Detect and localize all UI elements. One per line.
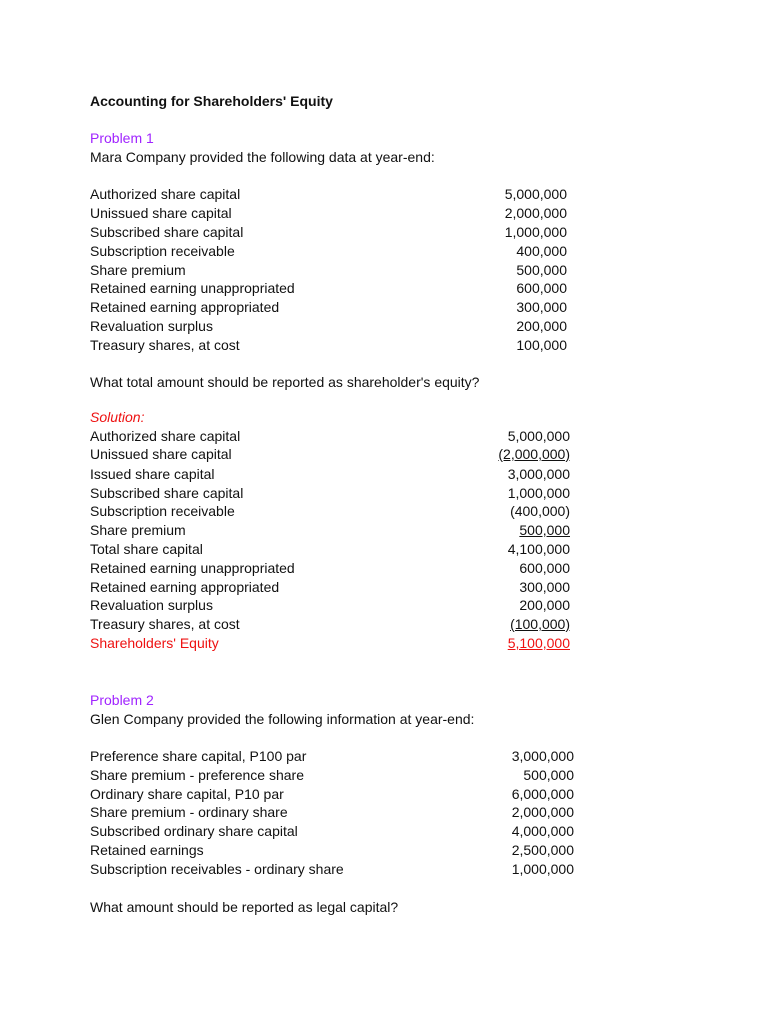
problem-1-row <box>90 317 590 336</box>
row-label: Issued share capital <box>90 466 215 482</box>
row-amount: 2,000,000 <box>511 804 574 820</box>
row-label: Subscribed share capital <box>90 224 244 240</box>
row-label: Share premium - ordinary share <box>90 804 288 820</box>
problem-1-row <box>90 279 590 298</box>
solution-row <box>90 502 590 521</box>
row-amount: 200,000 <box>519 597 570 613</box>
row-amount: 300,000 <box>519 579 570 595</box>
row-amount: 500,000 <box>523 767 574 783</box>
problem-1-row <box>90 223 590 242</box>
row-amount: 5,000,000 <box>507 428 570 444</box>
row-amount: 5,100,000 <box>507 635 570 651</box>
solution-label: Solution: <box>90 409 145 425</box>
row-label: Preference share capital, P100 par <box>90 748 307 764</box>
solution-row <box>90 615 590 634</box>
problem-1-row <box>90 336 590 355</box>
row-label: Retained earning appropriated <box>90 579 280 595</box>
row-amount: 3,000,000 <box>511 748 574 764</box>
row-amount: (400,000) <box>510 503 570 519</box>
row-label: Subscription receivable <box>90 503 235 519</box>
row-amount: 600,000 <box>516 280 567 296</box>
solution-row <box>90 559 590 578</box>
row-amount: 500,000 <box>516 262 567 278</box>
shareholders-equity-total-row <box>90 634 590 653</box>
problem-1-row <box>90 261 590 280</box>
row-label: Subscription receivables - ordinary share <box>90 861 344 877</box>
row-amount: 2,500,000 <box>511 842 574 858</box>
row-label: Treasury shares, at cost <box>90 337 240 353</box>
row-label: Total share capital <box>90 541 203 557</box>
row-amount: 600,000 <box>519 560 570 576</box>
row-label: Authorized share capital <box>90 428 241 444</box>
row-amount: 4,100,000 <box>507 541 570 557</box>
problem-2-row <box>90 747 590 766</box>
row-label: Share premium - preference share <box>90 767 304 783</box>
row-label: Subscribed ordinary share capital <box>90 823 298 839</box>
row-label: Treasury shares, at cost <box>90 616 240 632</box>
problem-2-row <box>90 822 590 841</box>
solution-row <box>90 596 590 615</box>
solution-row <box>90 484 590 503</box>
solution-row <box>90 427 590 446</box>
row-label: Retained earnings <box>90 842 204 858</box>
solution-row <box>90 578 590 597</box>
row-amount: 4,000,000 <box>511 823 574 839</box>
row-amount: 1,000,000 <box>504 224 567 240</box>
row-amount: 500,000 <box>519 522 570 538</box>
problem-2-heading: Problem 2 <box>90 692 154 708</box>
problem-1-row <box>90 298 590 317</box>
row-label: Unissued share capital <box>90 446 232 462</box>
row-label: Retained earning appropriated <box>90 299 280 315</box>
problem-2-row <box>90 860 590 879</box>
problem-2-question: What amount should be reported as legal capital? <box>90 899 399 915</box>
row-amount: 1,000,000 <box>511 861 574 877</box>
row-label: Ordinary share capital, P10 par <box>90 786 284 802</box>
row-amount: (100,000) <box>510 616 570 632</box>
problem-1-heading: Problem 1 <box>90 130 154 146</box>
row-label: Retained earning unappropriated <box>90 280 295 296</box>
row-amount: 300,000 <box>516 299 567 315</box>
problem-2-intro: Glen Company provided the following information at year-end: <box>90 711 475 727</box>
problem-1-row <box>90 242 590 261</box>
problem-2-row <box>90 803 590 822</box>
row-amount: 200,000 <box>516 318 567 334</box>
row-label: Retained earning unappropriated <box>90 560 295 576</box>
row-label: Subscribed share capital <box>90 485 244 501</box>
row-label: Unissued share capital <box>90 205 232 221</box>
row-label: Share premium <box>90 262 186 278</box>
problem-2-row <box>90 766 590 785</box>
row-amount: (2,000,000) <box>498 446 570 462</box>
row-amount: 400,000 <box>516 243 567 259</box>
row-label: Revaluation surplus <box>90 318 213 334</box>
row-label: Shareholders' Equity <box>90 635 219 651</box>
problem-2-row <box>90 785 590 804</box>
row-label: Share premium <box>90 522 186 538</box>
row-amount: 3,000,000 <box>507 466 570 482</box>
row-amount: 100,000 <box>516 337 567 353</box>
row-amount: 2,000,000 <box>504 205 567 221</box>
solution-row <box>90 445 590 464</box>
problem-1-row <box>90 204 590 223</box>
row-label: Authorized share capital <box>90 186 241 202</box>
row-amount: 5,000,000 <box>504 186 567 202</box>
solution-row <box>90 465 590 484</box>
row-label: Subscription receivable <box>90 243 235 259</box>
problem-1-intro: Mara Company provided the following data at year-end: <box>90 149 435 165</box>
solution-row <box>90 540 590 559</box>
row-amount: 6,000,000 <box>511 786 574 802</box>
document-title: Accounting for Shareholders' Equity <box>90 93 333 109</box>
row-label: Revaluation surplus <box>90 597 213 613</box>
problem-1-row <box>90 185 590 204</box>
problem-1-question: What total amount should be reported as shareholder's equity? <box>90 374 480 390</box>
row-amount: 1,000,000 <box>507 485 570 501</box>
solution-row <box>90 521 590 540</box>
problem-2-row <box>90 841 590 860</box>
